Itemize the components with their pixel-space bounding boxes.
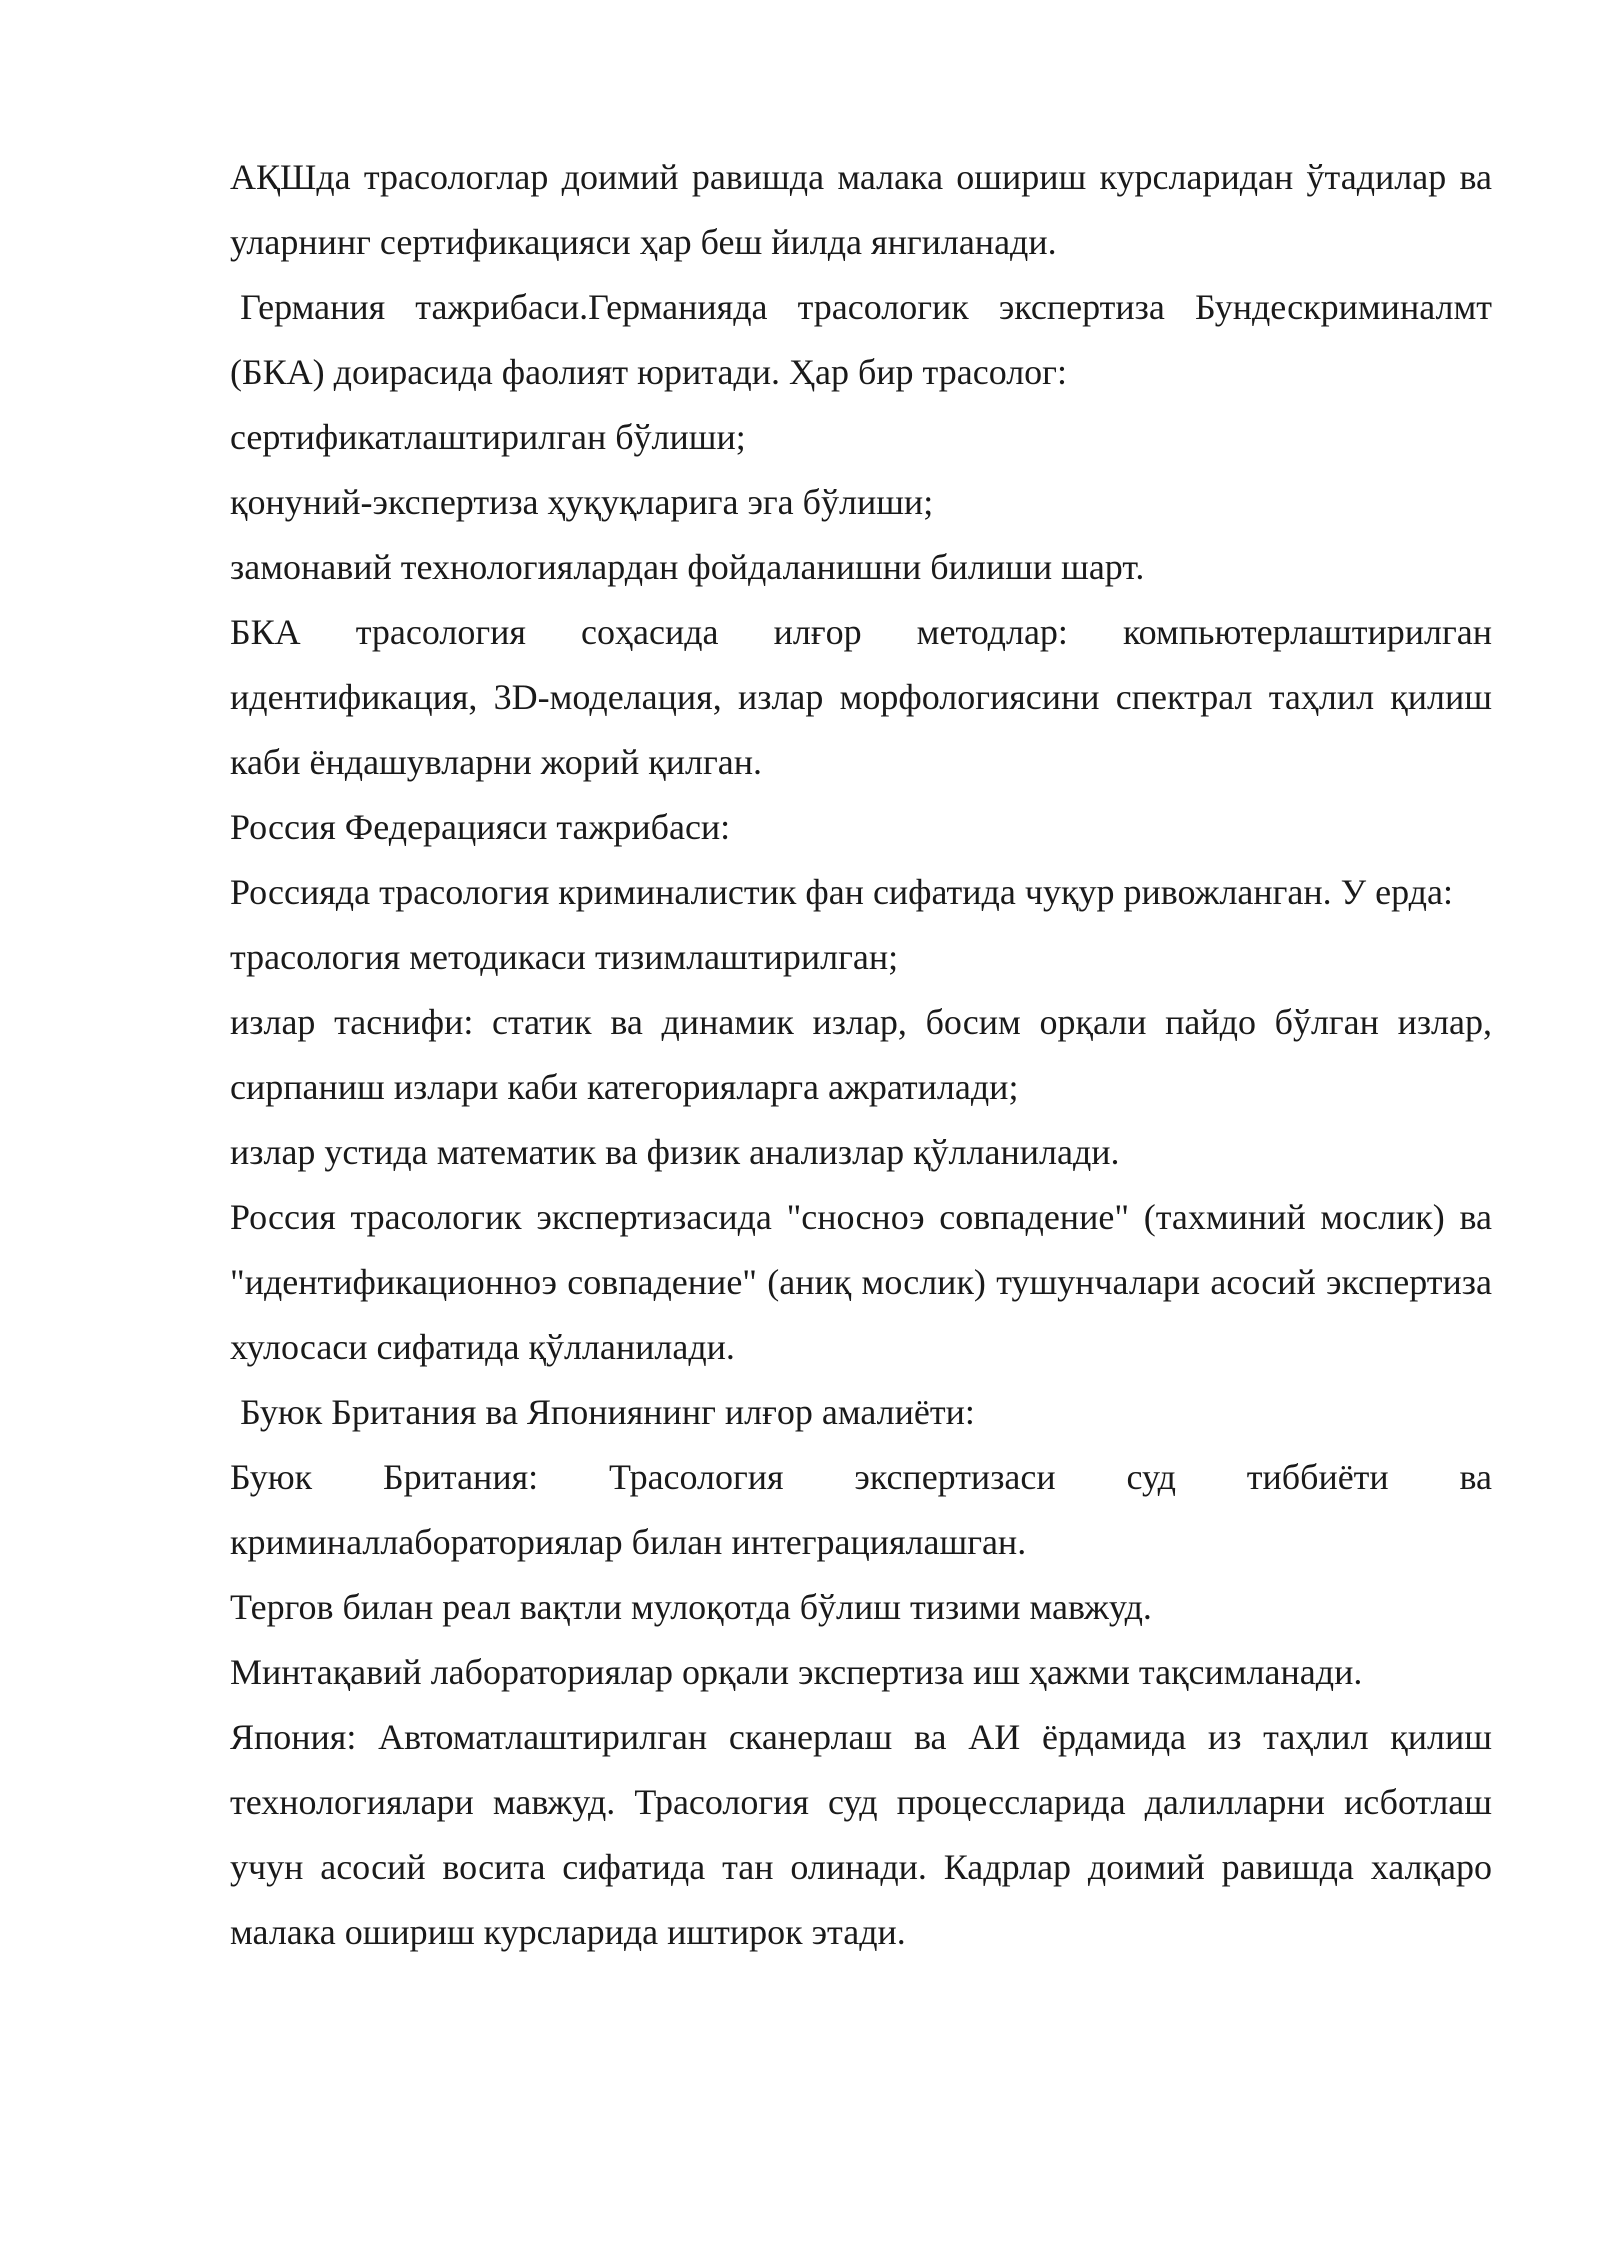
paragraph-uk: Буюк Британия: Трасология экспертизаси суд тиббиёти ва криминаллабораториялар билан интеграциялашган. (230, 1457, 1492, 1562)
document-body (230, 145, 1492, 1965)
list-item-modern-technology: замонавий технологиялардан фойдаланишни билиши шарт. (230, 547, 1145, 587)
list-item-trace-classification: излар таснифи: статик ва динамик излар, босим орқали пайдо бўлган излар, сирпаниш излари каби категорияларга ажратилади; (230, 1002, 1492, 1107)
heading-uk-japan: Буюк Британия ва Япониянинг илғор амалиёти: (240, 1392, 975, 1432)
list-item-methodology: трасология методикаси тизимлаштирилган; (230, 937, 899, 977)
heading-russia-experience: Россия Федерацияси тажрибаси: (230, 807, 731, 847)
paragraph-germany-experience: Германия тажрибаси.Германияда трасологик экспертиза Бундескриминалмт (БКА) доирасида фаолият юритади. Ҳар бир трасолог: (230, 287, 1492, 392)
paragraph-japan: Япония: Автоматлаштирилган сканерлаш ва АИ ёрдамида из таҳлил қилиш технологиялари мавжуд. Трасология суд процессларида далилларни исботлаш учун асосий восита сифатида тан олинади. Кадрлар доимий равишда халқаро малака ошириш курсларида иштирок этади. (230, 1717, 1492, 1952)
list-item-legal-rights: қонуний-экспертиза ҳуқуқларига эга бўлиши; (230, 482, 934, 522)
paragraph-uk-regional-labs: Минтақавий лабораториялар орқали экспертиза иш ҳажми тақсимланади. (230, 1652, 1363, 1692)
paragraph-bka-methods: БКА трасология соҳасида илғор методлар: компьютерлаштирилган идентификация, 3D-моделация, излар морфологиясини спектрал таҳлил қилиш каби ёндашувларни жорий қилган. (230, 612, 1492, 782)
paragraph-russia-intro: Россияда трасология криминалистик фан сифатида чуқур ривожланган. У ерда: (230, 872, 1453, 912)
list-item-analysis: излар устида математик ва физик анализлар қўлланилади. (230, 1132, 1120, 1172)
list-item-certified: сертификатлаштирилган бўлиши; (230, 417, 746, 457)
paragraph-usa-training: АҚШда трасологлар доимий равишда малака ошириш курсларидан ўтадилар ва уларнинг сертификацияси ҳар беш йилда янгиланади. (230, 157, 1492, 262)
paragraph-russia-conclusions: Россия трасологик экспертизасида "сносноэ совпадение" (тахминий мослик) ва "идентификационноэ совпадение" (аниқ мослик) тушунчалари асосий экспертиза хулосаси сифатида қўлланилади. (230, 1197, 1492, 1367)
paragraph-uk-investigation: Тергов билан реал вақтли мулоқотда бўлиш тизими мавжуд. (230, 1587, 1152, 1627)
